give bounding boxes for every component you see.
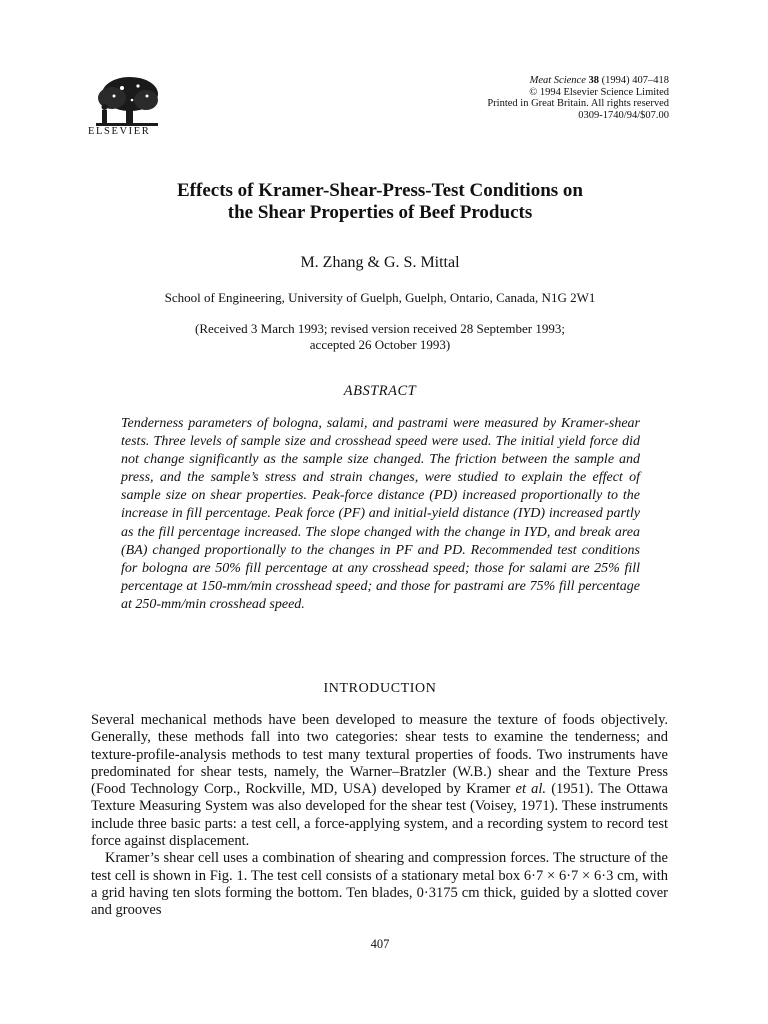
journal-year-pages: (1994) 407–418 — [601, 75, 669, 86]
received-dates — [110, 321, 650, 353]
et-al-citation: et al. — [515, 781, 547, 798]
abstract-text: Tenderness parameters of bologna, salami, and pastrami were measured by Kramer-shear tests. Three levels of sample size and crosshead speed were used. The initial yield force did not change significantly as the sample size changed. The friction between the sample and press, and the sample’s stress and strain changes, were studied to explain the effect of sample size on shear properties. Peak-force distance (PD) increased proportionally to the increase in fill percentage. Peak force (PF) and initial-yield distance (IYD) increased partly as the fill percentage increased. The slope changed with the change in IYD, and break area (BA) changed proportionally to the changes in PF and PD. Recommended test conditions for bologna are 50% fill percentage at any crosshead speed; those for salami are 25% fill percentage at 150-mm/min crosshead speed; and those for pastrami are 75% fill percentage at 250-mm/min crosshead speed. — [121, 416, 640, 612]
authors: M. Zhang & G. S. Mittal — [300, 254, 460, 271]
introduction-heading: INTRODUCTION — [323, 681, 437, 696]
affiliation: School of Engineering, University of Guelph, Guelph, Ontario, Canada, N1G 2W1 — [164, 290, 596, 305]
journal-name: Meat Science — [529, 75, 586, 86]
received-line-2: accepted 26 October 1993) — [309, 337, 451, 352]
introduction-body — [91, 712, 668, 920]
journal-printed: Printed in Great Britain. All rights reserved — [487, 98, 669, 109]
introduction-paragraph-1 — [91, 712, 668, 850]
page-number: 407 — [370, 937, 390, 951]
title-line-1: Effects of Kramer-Shear-Press-Test Conditions on — [177, 180, 583, 201]
received-line-1: (Received 3 March 1993; revised version received 28 September 1993; — [194, 321, 566, 336]
publisher-name: ELSEVIER — [88, 126, 151, 137]
journal-citation — [349, 75, 669, 87]
abstract-heading: ABSTRACT — [343, 383, 417, 399]
article-title — [90, 180, 670, 224]
journal-info — [349, 75, 669, 121]
journal-volume: 38 — [588, 75, 599, 86]
paragraph-1-text-a: Several mechanical methods have been developed to measure the texture of foods objectively. Generally, these methods fall into two categories: shear tests to examine the tenderness; and texture-profile-analysis methods to test many textural properties of foods. Two instruments have predominated for shear tests, namely, the Warner–Bratzler (W.B.) shear and the Texture Press (Food Technology Corp., Rockville, MD, USA) developed by Kramer — [91, 712, 668, 798]
journal-code: 0309-1740/94/$07.00 — [578, 109, 669, 121]
title-line-2: the Shear Properties of Beef Products — [227, 202, 533, 223]
journal-copyright: © 1994 Elsevier Science Limited — [529, 86, 669, 98]
introduction-paragraph-2: Kramer’s shear cell uses a combination of shearing and compression forces. The structure of the test cell is shown in Fig. 1. The test cell consists of a stationary metal box 6·7 × 6·7 × 6·3 cm, with a grid having ten slots forming the bottom. Ten blades, 0·3175 cm thick, guided by a slotted cover and grooves — [91, 850, 668, 919]
paragraph-1-text-b: (1951). The Ottawa Texture Measuring System was also developed for the shear test (Voisey, 1971). These instruments include three basic parts: a test cell, a force-applying system, and a recording system to record test force against displacement. — [91, 781, 668, 850]
